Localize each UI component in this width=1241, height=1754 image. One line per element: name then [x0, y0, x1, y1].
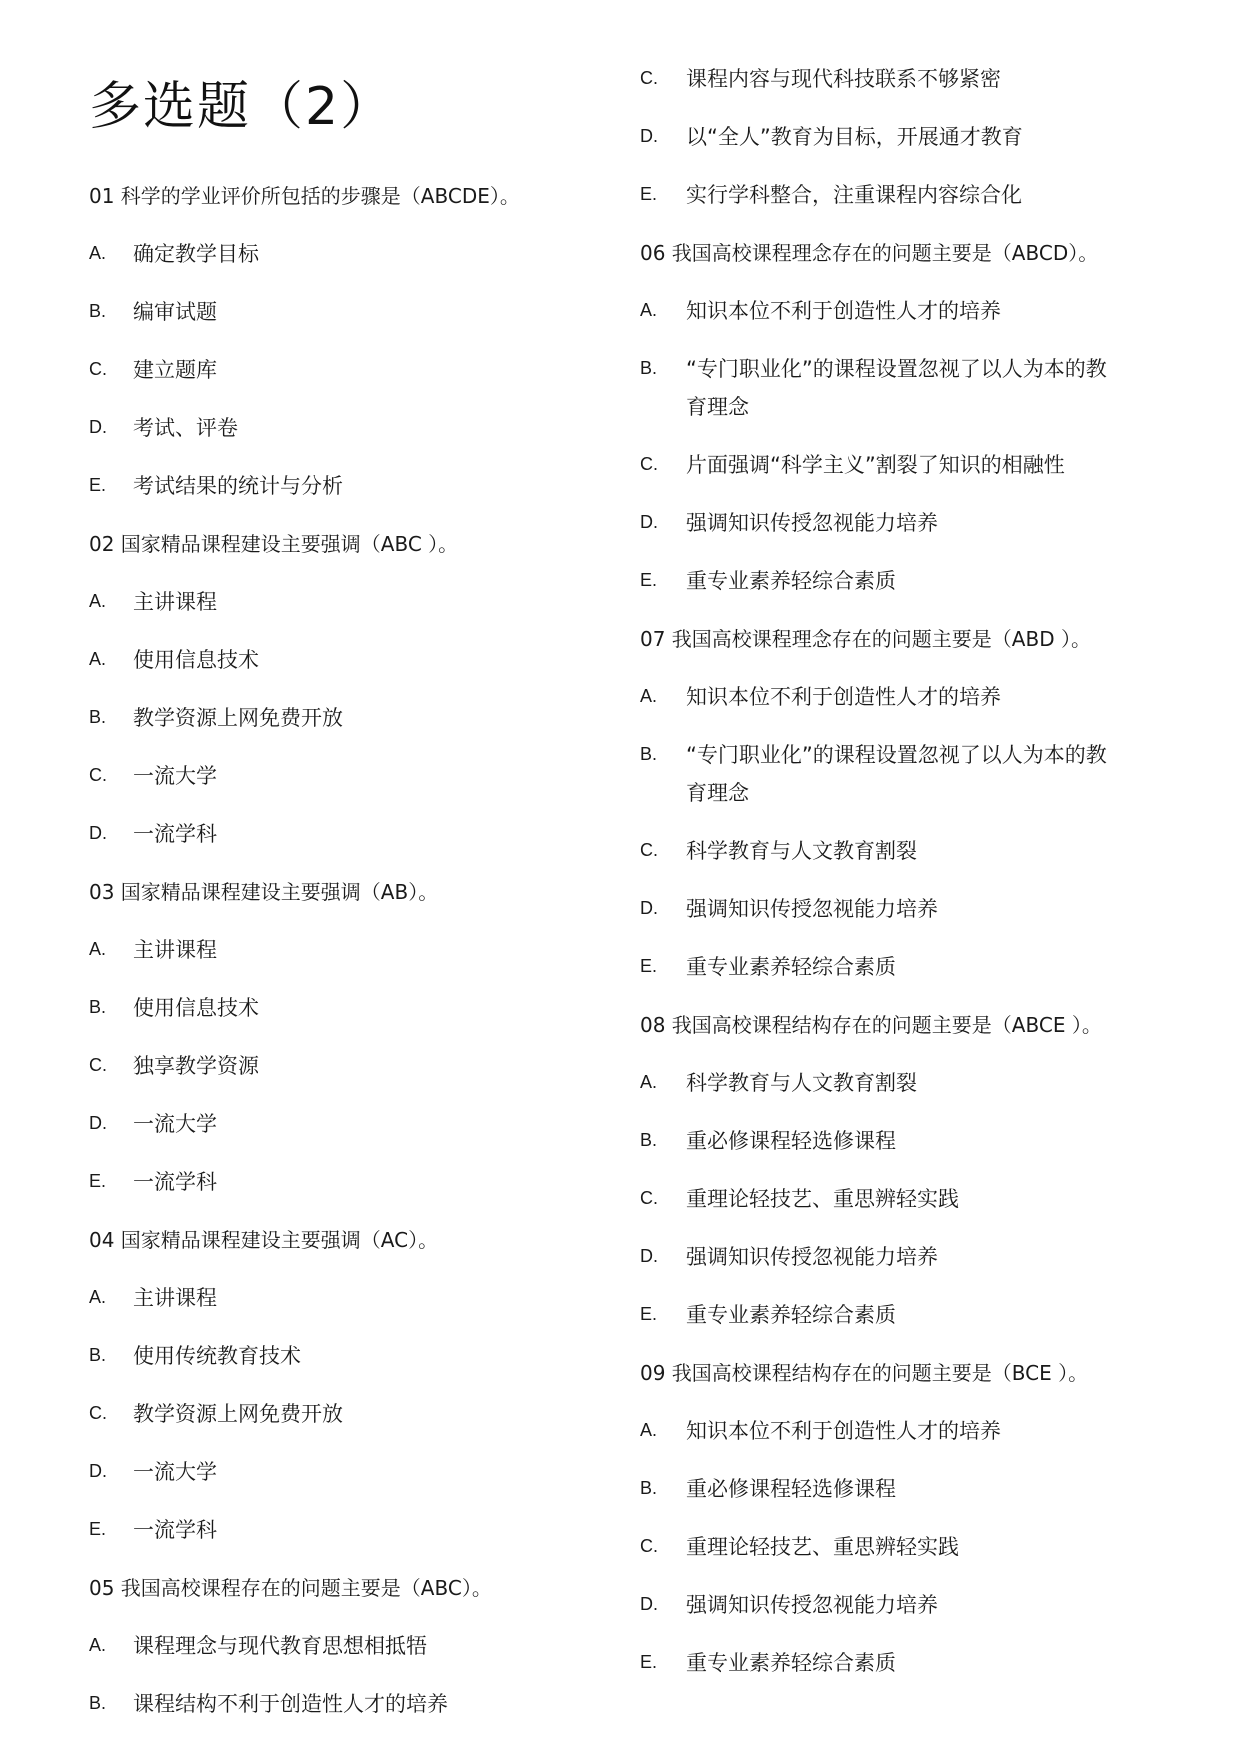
option-text: 强调知识传授忽视能力培养 [686, 511, 938, 535]
option-text: 编审试题 [133, 300, 217, 324]
option-letter: C. [640, 1188, 658, 1208]
option-letter: D. [89, 1113, 107, 1133]
option-letter: B. [640, 358, 658, 378]
option-text: 主讲课程 [133, 938, 217, 962]
option-letter: A. [640, 300, 658, 320]
option-text: “专门职业化”的课程设置忽视了以人为本的教 [686, 357, 1107, 381]
option-text: 一流大学 [133, 1460, 217, 1484]
option-letter: B. [89, 707, 107, 727]
option-text: 重理论轻技艺、重思辨轻实践 [686, 1535, 959, 1559]
option-letter: B. [89, 1345, 107, 1365]
option-letter: A. [89, 243, 107, 263]
option-letter: E. [640, 570, 658, 590]
option-text: 考试结果的统计与分析 [133, 474, 343, 498]
option-text: 一流学科 [133, 1170, 217, 1194]
option-text: 知识本位不利于创造性人才的培养 [686, 299, 1001, 323]
option-text: 重专业素养轻综合素质 [686, 955, 896, 979]
option-letter: B. [640, 744, 658, 764]
option-text: 科学教育与人文教育割裂 [686, 1071, 917, 1095]
question-text: 04 国家精品课程建设主要强调（AC）。 [89, 1228, 439, 1252]
option-letter: B. [640, 1130, 658, 1150]
option-text: 片面强调“科学主义”割裂了知识的相融性 [686, 453, 1065, 477]
option-text: 重专业素养轻综合素质 [686, 569, 896, 593]
option-letter: C. [89, 359, 107, 379]
question-text: 05 我国高校课程存在的问题主要是（ABC）。 [89, 1576, 492, 1600]
option-letter: C. [89, 1403, 107, 1423]
option-letter: D. [89, 823, 107, 843]
option-letter: E. [640, 956, 658, 976]
option-text: 重专业素养轻综合素质 [686, 1651, 896, 1675]
option-text: 一流大学 [133, 1112, 217, 1136]
option-letter: C. [640, 1536, 658, 1556]
option-letter: E. [89, 1171, 107, 1191]
option-text: 以“全人”教育为目标，开展通才教育 [686, 125, 1023, 149]
option-letter: E. [640, 1652, 658, 1672]
option-text: 使用信息技术 [133, 996, 259, 1020]
option-letter: A. [89, 1287, 107, 1307]
option-text: 科学教育与人文教育割裂 [686, 839, 917, 863]
option-letter: A. [89, 649, 107, 669]
option-letter: A. [640, 1420, 658, 1440]
option-letter: D. [89, 1461, 107, 1481]
question-text: 02 国家精品课程建设主要强调（ABC ）。 [89, 532, 459, 556]
option-text: 实行学科整合，注重课程内容综合化 [686, 183, 1022, 207]
option-text-continued: 育理念 [686, 395, 749, 419]
option-text: 重必修课程轻选修课程 [686, 1129, 896, 1153]
option-letter: C. [89, 1055, 107, 1075]
option-text: 建立题库 [133, 358, 217, 382]
option-text: 教学资源上网免费开放 [133, 706, 343, 730]
option-letter: B. [640, 1478, 658, 1498]
option-text: “专门职业化”的课程设置忽视了以人为本的教 [686, 743, 1107, 767]
option-text: 使用传统教育技术 [133, 1344, 301, 1368]
option-text: 重专业素养轻综合素质 [686, 1303, 896, 1327]
option-letter: A. [89, 591, 107, 611]
option-text: 课程理念与现代教育思想相抵牾 [133, 1634, 427, 1658]
option-letter: C. [640, 840, 658, 860]
option-text: 强调知识传授忽视能力培养 [686, 897, 938, 921]
option-text: 一流学科 [133, 822, 217, 846]
option-letter: E. [640, 1304, 658, 1324]
option-letter: A. [89, 939, 107, 959]
option-text: 知识本位不利于创造性人才的培养 [686, 1419, 1001, 1443]
option-text: 教学资源上网免费开放 [133, 1402, 343, 1426]
question-text: 06 我国高校课程理念存在的问题主要是（ABCD）。 [640, 241, 1099, 265]
option-letter: B. [89, 997, 107, 1017]
question-text: 08 我国高校课程结构存在的问题主要是（ABCE ）。 [640, 1013, 1102, 1037]
option-letter: D. [89, 417, 107, 437]
option-text: 课程结构不利于创造性人才的培养 [133, 1692, 448, 1716]
option-text: 一流学科 [133, 1518, 217, 1542]
option-letter: A. [89, 1635, 107, 1655]
question-text: 01 科学的学业评价所包括的步骤是（ABCDE）。 [89, 184, 520, 208]
option-text: 考试、评卷 [133, 416, 238, 440]
option-letter: D. [640, 1246, 658, 1266]
option-letter: D. [640, 126, 658, 146]
option-text: 使用信息技术 [133, 648, 259, 672]
option-text-continued: 育理念 [686, 781, 749, 805]
option-text: 主讲课程 [133, 1286, 217, 1310]
option-letter: E. [89, 1519, 107, 1539]
option-text: 一流大学 [133, 764, 217, 788]
option-letter: C. [89, 765, 107, 785]
option-text: 确定教学目标 [133, 242, 259, 266]
option-text: 强调知识传授忽视能力培养 [686, 1593, 938, 1617]
option-letter: D. [640, 1594, 658, 1614]
option-letter: E. [640, 184, 658, 204]
option-text: 重理论轻技艺、重思辨轻实践 [686, 1187, 959, 1211]
option-text: 课程内容与现代科技联系不够紧密 [686, 67, 1001, 91]
question-text: 09 我国高校课程结构存在的问题主要是（BCE ）。 [640, 1361, 1089, 1385]
option-letter: E. [89, 475, 107, 495]
question-text: 07 我国高校课程理念存在的问题主要是（ABD ）。 [640, 627, 1091, 651]
option-letter: B. [89, 1693, 107, 1713]
option-letter: C. [640, 454, 658, 474]
option-letter: A. [640, 686, 658, 706]
option-text: 强调知识传授忽视能力培养 [686, 1245, 938, 1269]
option-text: 知识本位不利于创造性人才的培养 [686, 685, 1001, 709]
option-letter: C. [640, 68, 658, 88]
option-text: 重必修课程轻选修课程 [686, 1477, 896, 1501]
option-text: 独享教学资源 [133, 1054, 259, 1078]
option-letter: A. [640, 1072, 658, 1092]
option-letter: B. [89, 301, 107, 321]
option-letter: D. [640, 898, 658, 918]
option-letter: D. [640, 512, 658, 532]
option-text: 主讲课程 [133, 590, 217, 614]
page-title: 多选题（2） [89, 77, 395, 137]
question-text: 03 国家精品课程建设主要强调（AB）。 [89, 880, 439, 904]
